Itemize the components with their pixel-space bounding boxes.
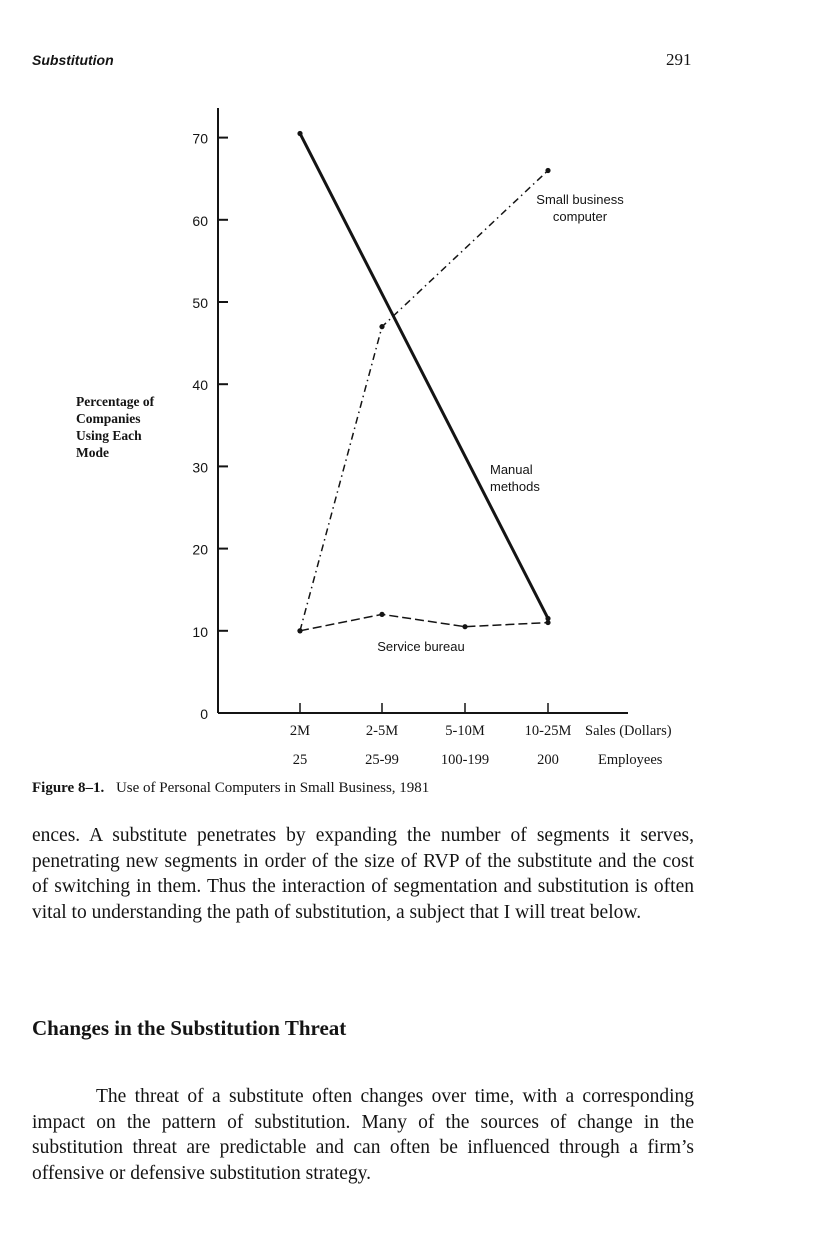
- series-line: [300, 133, 548, 618]
- series-label: methods: [490, 479, 540, 494]
- series-label: Manual: [490, 462, 533, 477]
- series-point: [545, 620, 550, 625]
- x-tick-label-employees: 25-99: [365, 752, 399, 768]
- x-tick-label-employees: 100-199: [440, 752, 490, 768]
- x-tick-label-sales: 2-5M: [365, 723, 399, 739]
- x-axis-label-employees: Employees: [598, 752, 663, 768]
- x-axis-label-sales: Sales (Dollars): [585, 723, 672, 739]
- x-tick-label-sales: 10-25M: [524, 723, 572, 739]
- y-tick-label: 10: [192, 623, 208, 640]
- figure-caption-label: Figure 8–1.: [32, 780, 105, 796]
- figure-caption: [32, 780, 429, 797]
- series-point: [297, 131, 302, 136]
- x-tick-label-sales: 5-10M: [445, 723, 485, 739]
- y-axis-label-line: Mode: [76, 445, 109, 460]
- y-tick-label: 40: [192, 377, 208, 394]
- body-paragraph: The threat of a substitute often changes over time, with a corresponding impact on the pattern of substitution. Many of the sources of change in the substitution threat are predictable and can often be influenced through a firm’s offensive or defensive substitution strategy.: [32, 1086, 694, 1184]
- y-tick-label: 20: [192, 541, 208, 558]
- series-point: [379, 612, 384, 617]
- x-tick-label-sales: 2M: [289, 723, 311, 739]
- y-tick-label: 30: [192, 459, 208, 476]
- y-tick-label: 60: [192, 212, 208, 229]
- y-tick-label: 0: [200, 706, 208, 722]
- series-label: Service bureau: [377, 639, 465, 654]
- series-line: [300, 614, 548, 630]
- body-paragraph: ences. A substitute penetrates by expanding the number of segments it serves, penetrating new segments in order of the size of RVP of the substitute and the cost of switching in them. Thus the interaction of segmentation and substitution is often vital to understanding the path of substitution, a subject that I will treat below.: [32, 825, 694, 923]
- section-heading: Changes in the Substitution Threat: [32, 1016, 347, 1040]
- series-line: [300, 170, 548, 630]
- y-tick-label: 50: [192, 295, 208, 311]
- series-label: Small business: [536, 192, 624, 207]
- y-axis-label-line: Companies: [76, 411, 141, 426]
- series-point: [379, 324, 384, 329]
- figure-caption-text: Use of Personal Computers in Small Business, 1981: [115, 780, 430, 796]
- series-point: [297, 628, 302, 633]
- page-number: 291: [666, 50, 692, 69]
- x-tick-label-employees: 200: [537, 752, 559, 768]
- y-axis-label-line: Using Each: [76, 428, 142, 443]
- running-head: Substitution: [32, 52, 114, 68]
- series-label: computer: [552, 209, 608, 224]
- x-tick-label-employees: 25: [292, 752, 308, 768]
- y-tick-label: 70: [192, 130, 208, 147]
- series-point: [462, 624, 467, 629]
- y-axis-label-line: Percentage of: [76, 394, 155, 409]
- series-point: [545, 168, 550, 173]
